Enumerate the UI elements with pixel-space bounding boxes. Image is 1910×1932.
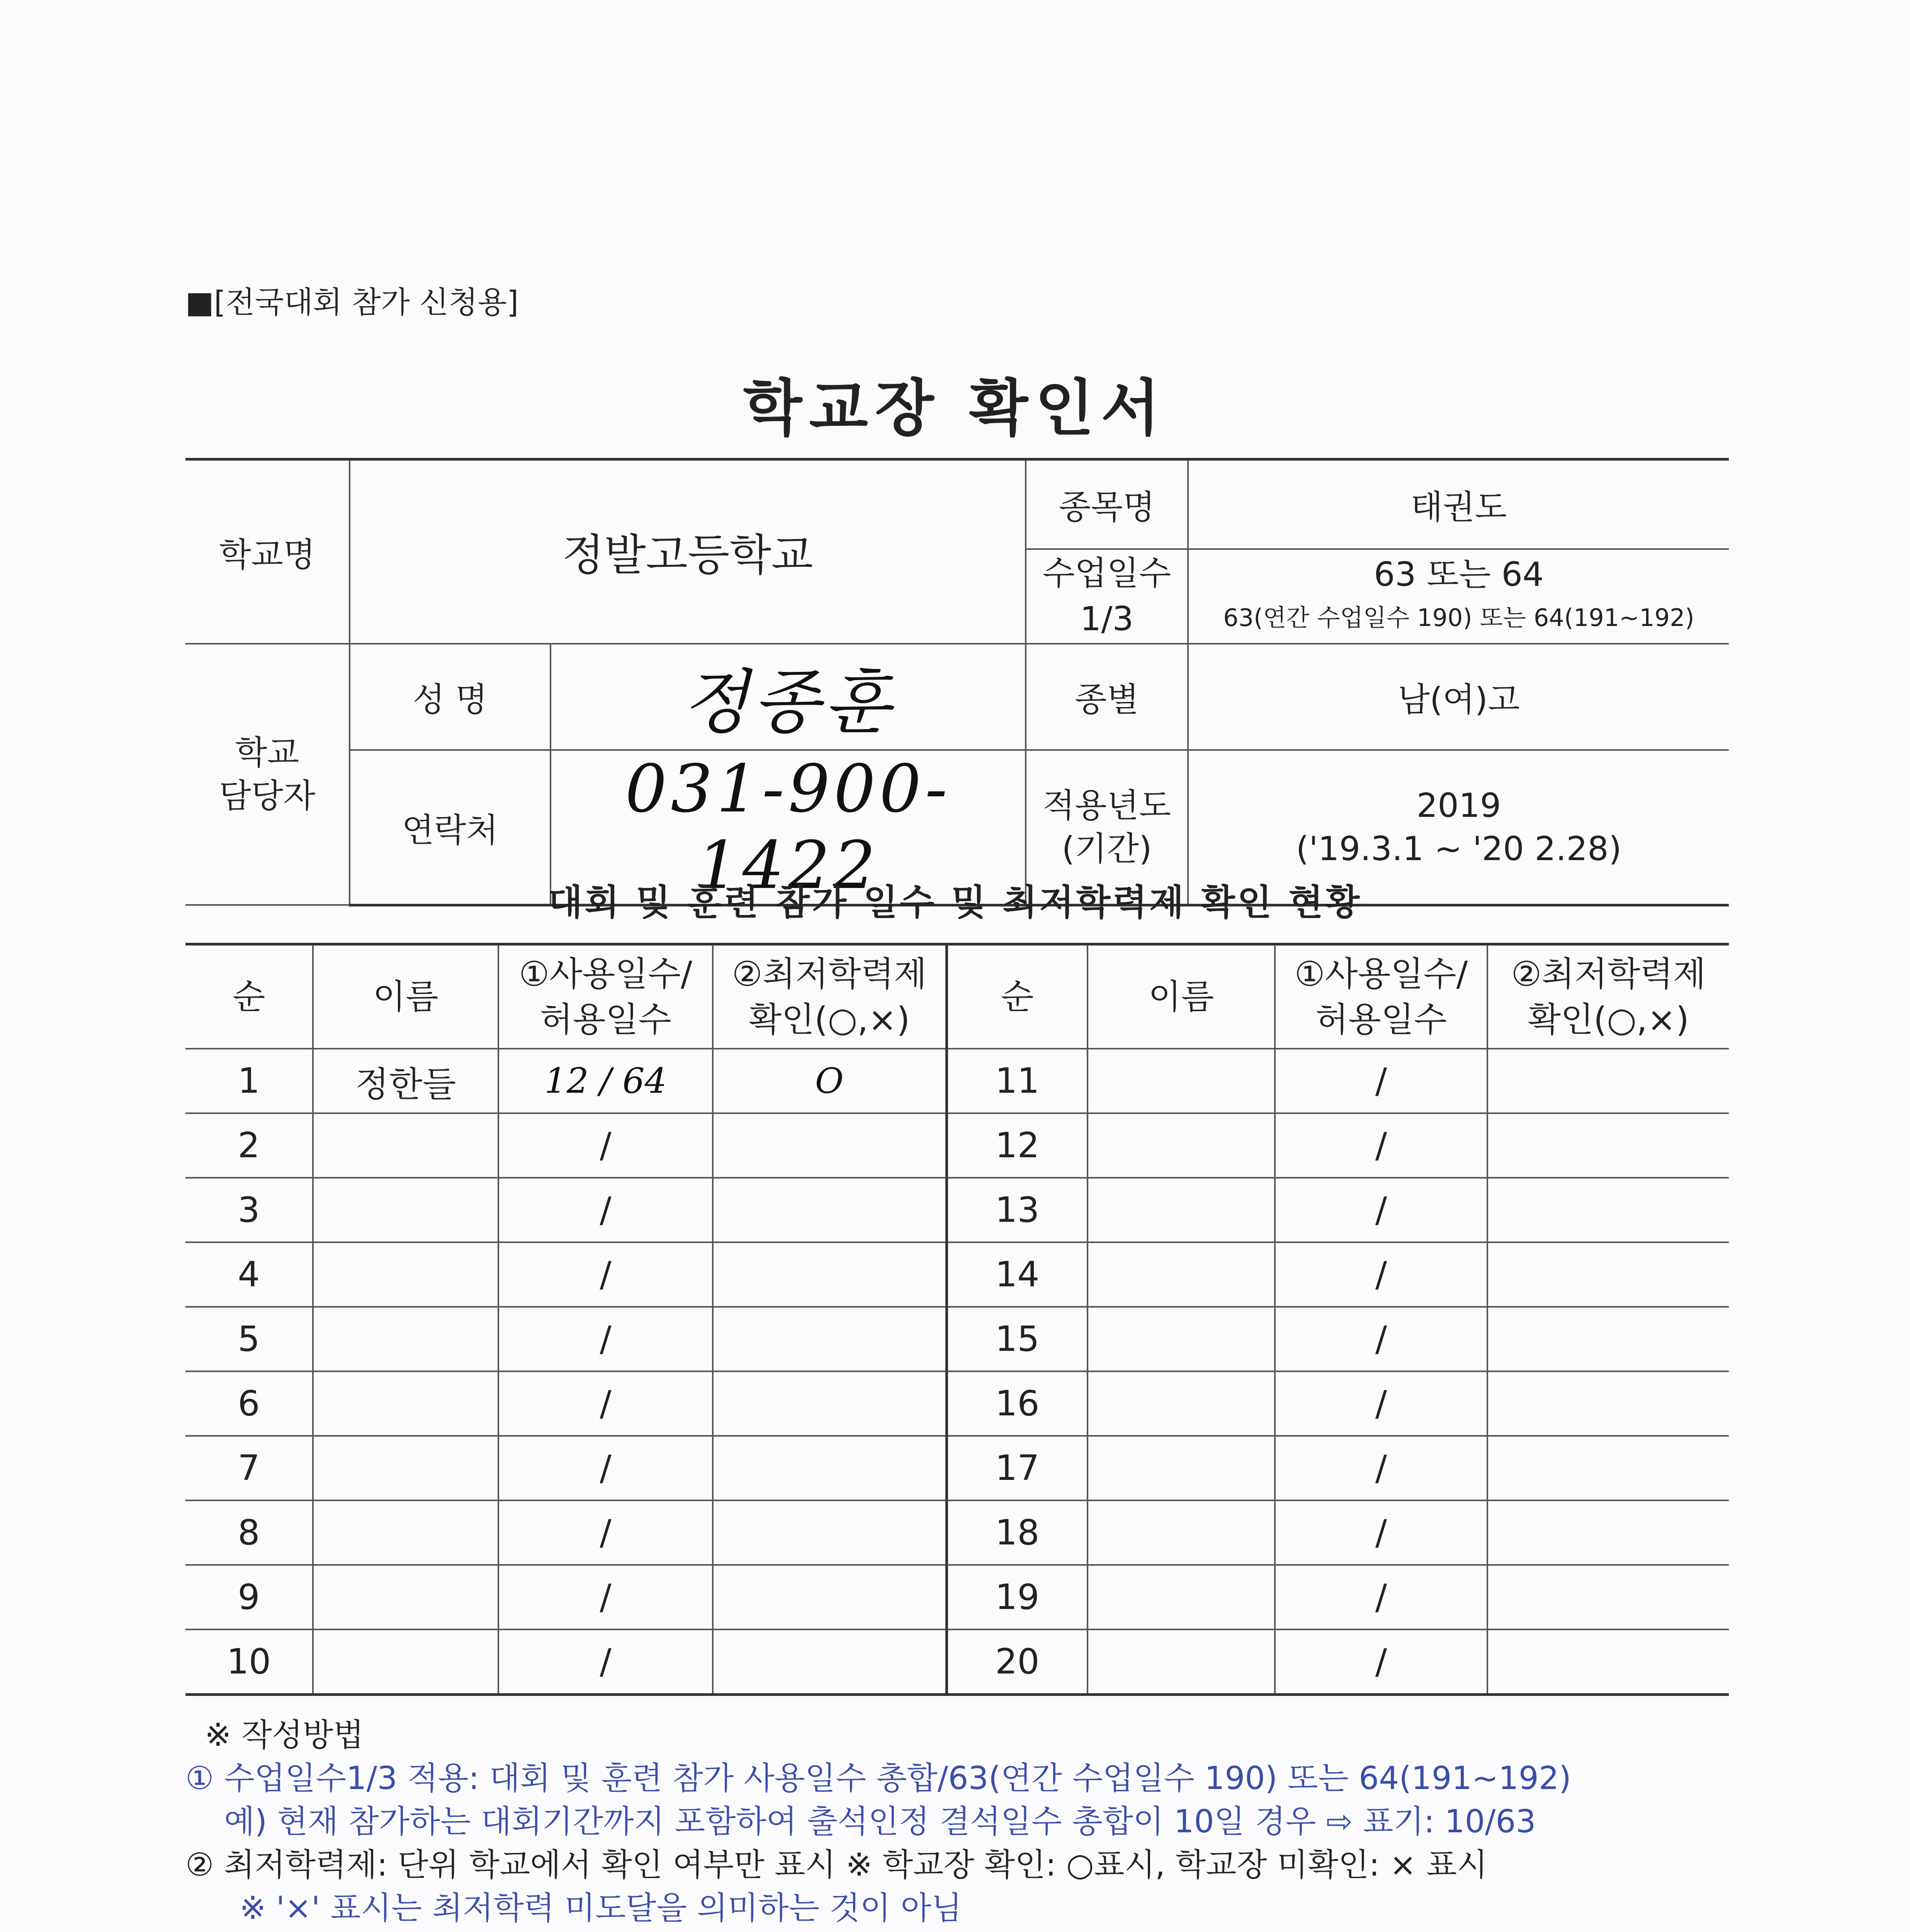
row-name-right <box>1088 1371 1275 1436</box>
row-name <box>313 1178 498 1242</box>
table-row <box>185 1565 1729 1629</box>
roster-header <box>185 944 1729 1049</box>
row-name <box>313 1500 498 1565</box>
year-value: 2019 <box>1416 786 1501 825</box>
row-days-right: / <box>1275 1500 1487 1565</box>
year-period: ('19.3.1 ~ '20 2.28) <box>1296 829 1622 868</box>
row-check <box>713 1500 947 1565</box>
row-no: 7 <box>185 1436 313 1500</box>
row-check-right <box>1487 1178 1729 1242</box>
school-label: 학교명 <box>185 459 350 644</box>
row-check <box>713 1178 947 1242</box>
row-no-right: 16 <box>947 1371 1088 1436</box>
row-check-right <box>1487 1565 1729 1629</box>
row-no-right: 11 <box>947 1049 1088 1113</box>
name-value: 정종훈 <box>551 644 1026 750</box>
header-days-right-2: 허용일수 <box>1315 999 1447 1039</box>
table-row <box>185 1113 1729 1178</box>
gender-label: 종별 <box>1026 644 1188 750</box>
row-no-right: 14 <box>947 1242 1088 1307</box>
row-check <box>713 1371 947 1436</box>
table-row <box>185 1436 1729 1500</box>
person-label-2: 담당자 <box>219 776 316 815</box>
header-no-right: 순 <box>947 944 1088 1049</box>
header-min-right-2: 확인(○,×) <box>1528 999 1689 1039</box>
row-check-right <box>1487 1500 1729 1565</box>
row-check-right <box>1487 1113 1729 1178</box>
note-1a: ① 수업일수1/3 적용: 대회 및 훈련 참가 사용일수 총합/63(연간 수업일수 190) 또는 64(191~192) <box>185 1760 1572 1797</box>
row-name-right <box>1088 1242 1275 1307</box>
days-label <box>1026 549 1188 644</box>
form-tag: ■[전국대회 참가 신청용] <box>185 285 519 320</box>
note-2: ② 최저학력제: 단위 학교에서 확인 여부만 표시 ※ 학교장 확인: ○표시, 학교장 미확인: × 표시 <box>185 1847 1488 1883</box>
row-name <box>313 1113 498 1178</box>
row-name-right <box>1088 1436 1275 1500</box>
row-name-right <box>1088 1049 1275 1113</box>
note-3: ※ '×' 표시는 최저학력 미도달을 의미하는 것이 아님 <box>240 1890 962 1927</box>
table-row <box>185 1049 1729 1113</box>
row-days: / <box>498 1178 713 1242</box>
row-name-right <box>1088 1565 1275 1629</box>
row-days-right: / <box>1275 1113 1487 1178</box>
row-days: / <box>498 1113 713 1178</box>
info-table <box>185 458 1729 906</box>
row-days-right: / <box>1275 1049 1487 1113</box>
sport-value: 태권도 <box>1188 459 1729 549</box>
year-label-1: 적용년도 <box>1042 786 1171 825</box>
row-days: / <box>498 1371 713 1436</box>
row-name: 정한들 <box>313 1049 498 1113</box>
days-label-2: 1/3 <box>1080 600 1134 638</box>
row-days-right: / <box>1275 1242 1487 1307</box>
notes-heading: ※ 작성방법 <box>205 1717 364 1753</box>
row-no-right: 15 <box>947 1307 1088 1371</box>
row-name <box>313 1436 498 1500</box>
notes <box>185 1714 1731 1932</box>
row-name-right <box>1088 1113 1275 1178</box>
row-days-right: / <box>1275 1178 1487 1242</box>
row-check <box>713 1242 947 1307</box>
table-row <box>185 1242 1729 1307</box>
row-name-right <box>1088 1500 1275 1565</box>
row-check: O <box>713 1049 947 1113</box>
row-days-right: / <box>1275 1307 1487 1371</box>
days-value: 63 또는 64 <box>1374 555 1544 594</box>
row-check-right <box>1487 1307 1729 1371</box>
header-days-2: 허용일수 <box>540 999 671 1039</box>
row-no: 6 <box>185 1371 313 1436</box>
row-check-right <box>1487 1371 1729 1436</box>
row-no-right: 18 <box>947 1500 1088 1565</box>
row-check <box>713 1113 947 1178</box>
header-days-right-1: ①사용일수/ <box>1294 954 1468 994</box>
row-no-right: 17 <box>947 1436 1088 1500</box>
row-days: / <box>498 1629 713 1695</box>
header-name: 이름 <box>313 944 498 1049</box>
row-days-right: / <box>1275 1565 1487 1629</box>
row-name <box>313 1307 498 1371</box>
row-days-right: / <box>1275 1629 1487 1695</box>
row-name-right <box>1088 1178 1275 1242</box>
table-row <box>185 1371 1729 1436</box>
row-days: 12 / 64 <box>498 1049 713 1113</box>
row-no: 8 <box>185 1500 313 1565</box>
row-check <box>713 1307 947 1371</box>
school-name: 정발고등학교 <box>350 459 1026 644</box>
row-no: 2 <box>185 1113 313 1178</box>
person-label <box>185 644 350 905</box>
row-no: 4 <box>185 1242 313 1307</box>
header-days <box>498 944 713 1049</box>
header-min <box>713 944 947 1049</box>
row-check-right <box>1487 1629 1729 1695</box>
row-check-right <box>1487 1436 1729 1500</box>
row-name <box>313 1629 498 1695</box>
row-no: 5 <box>185 1307 313 1371</box>
row-days: / <box>498 1565 713 1629</box>
name-label: 성 명 <box>350 644 551 750</box>
person-label-1: 학교 <box>235 733 299 772</box>
table-row <box>185 1500 1729 1565</box>
row-name <box>313 1565 498 1629</box>
days-label-1: 수업일수 <box>1042 554 1171 593</box>
row-no-right: 19 <box>947 1565 1088 1629</box>
contact-label: 연락처 <box>350 750 551 905</box>
row-days-right: / <box>1275 1436 1487 1500</box>
row-days: / <box>498 1307 713 1371</box>
table-row <box>185 1307 1729 1371</box>
row-name-right <box>1088 1307 1275 1371</box>
header-days-1: ①사용일수/ <box>519 954 692 994</box>
table-row <box>185 1178 1729 1242</box>
row-name-right <box>1088 1629 1275 1695</box>
gender-value: 남(여)고 <box>1188 644 1729 750</box>
page-title: 학교장 확인서 <box>743 373 1167 444</box>
roster-subtitle: 대회 및 훈련 참가 일수 및 최저학력제 확인 현황 <box>548 882 1362 923</box>
row-days-right: / <box>1275 1371 1487 1436</box>
row-days: / <box>498 1500 713 1565</box>
year-label-2: (기간) <box>1062 829 1152 868</box>
table-row <box>185 1629 1729 1695</box>
row-no: 3 <box>185 1178 313 1242</box>
header-min-right <box>1487 944 1729 1049</box>
row-days: / <box>498 1436 713 1500</box>
row-no-right: 20 <box>947 1629 1088 1695</box>
row-no: 1 <box>185 1049 313 1113</box>
row-no-right: 12 <box>947 1113 1088 1178</box>
roster-table <box>185 943 1729 1696</box>
row-check-right <box>1487 1049 1729 1113</box>
row-check <box>713 1629 947 1695</box>
row-check <box>713 1436 947 1500</box>
days-value-cell <box>1188 549 1729 644</box>
note-1b: 예) 현재 참가하는 대회기간까지 포함하여 출석인정 결석일수 총합이 10일 경우 ⇨ 표기: 10/63 <box>224 1803 1536 1840</box>
contact-value: 031-900-1422 <box>551 750 1026 905</box>
row-no-right: 13 <box>947 1178 1088 1242</box>
header-min-1: ②최저학력제 <box>732 954 927 994</box>
row-no: 10 <box>185 1629 313 1695</box>
header-min-right-1: ②최저학력제 <box>1511 954 1706 994</box>
row-name <box>313 1242 498 1307</box>
days-note: 63(연간 수업일수 190) 또는 64(191~192) <box>1223 604 1694 632</box>
header-min-2: 확인(○,×) <box>749 999 910 1039</box>
row-days: / <box>498 1242 713 1307</box>
row-no: 9 <box>185 1565 313 1629</box>
row-check-right <box>1487 1242 1729 1307</box>
header-name-right: 이름 <box>1088 944 1275 1049</box>
sport-label: 종목명 <box>1026 459 1188 549</box>
row-name <box>313 1371 498 1436</box>
header-days-right <box>1275 944 1487 1049</box>
header-no: 순 <box>185 944 313 1049</box>
row-check <box>713 1565 947 1629</box>
note-4a <box>185 1930 1731 1932</box>
